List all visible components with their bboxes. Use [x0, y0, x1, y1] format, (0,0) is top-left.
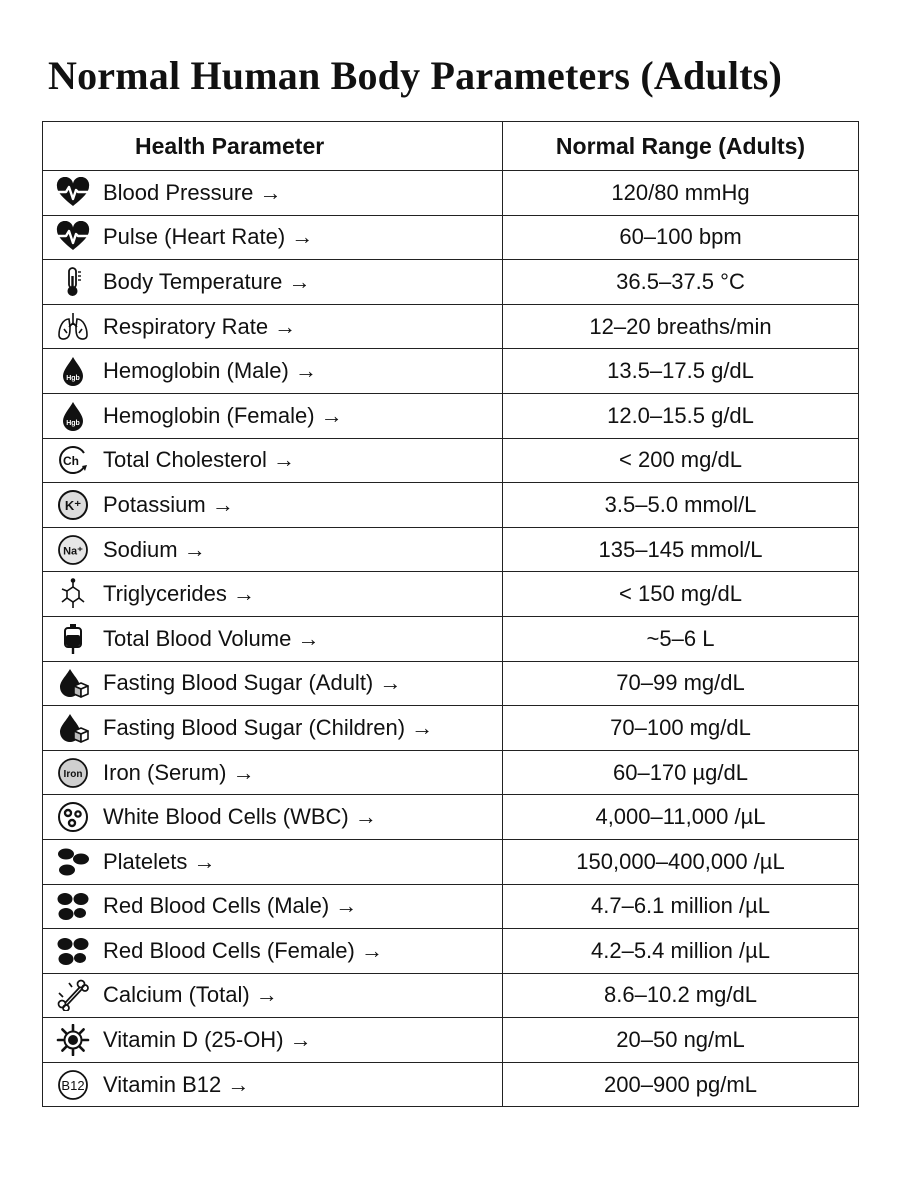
table-row — [43, 171, 859, 216]
range-value: < 200 mg/dL — [503, 438, 859, 483]
parameter-label: Triglycerides → — [103, 581, 255, 607]
table-row — [43, 929, 859, 974]
page-title: Normal Human Body Parameters (Adults) — [48, 53, 783, 98]
sugar-drop-icon — [55, 712, 91, 744]
svg-text:Hgb: Hgb — [66, 419, 80, 427]
white-cells-icon — [55, 801, 91, 833]
range-value: 60–100 bpm — [503, 215, 859, 260]
iron-icon — [55, 757, 91, 789]
parameter-cell — [43, 304, 503, 349]
range-value: 4,000–11,000 /µL — [503, 795, 859, 840]
range-value: 60–170 µg/dL — [503, 750, 859, 795]
lungs-icon — [55, 311, 91, 343]
thermometer-icon — [55, 266, 91, 298]
parameter-cell — [43, 393, 503, 438]
parameter-cell — [43, 215, 503, 260]
table-row — [43, 215, 859, 260]
range-value: 20–50 ng/mL — [503, 1018, 859, 1063]
parameter-label: Total Cholesterol → — [103, 447, 295, 473]
parameter-label: Sodium → — [103, 536, 206, 562]
table-row — [43, 483, 859, 528]
heart-pulse-icon — [55, 221, 91, 253]
parameter-label: Red Blood Cells (Female) → — [103, 937, 383, 963]
parameter-label: Vitamin D (25-OH) → — [103, 1027, 312, 1053]
header-parameter: Health Parameter — [43, 122, 503, 171]
parameter-cell — [43, 795, 503, 840]
range-value: 4.7–6.1 million /µL — [503, 884, 859, 929]
parameter-label: Calcium (Total) → — [103, 982, 278, 1008]
parameter-label: Potassium → — [103, 491, 234, 517]
header-row — [43, 122, 859, 171]
parameter-cell — [43, 929, 503, 974]
parameter-cell — [43, 750, 503, 795]
cholesterol-icon — [55, 444, 91, 476]
table-row — [43, 661, 859, 706]
parameter-cell — [43, 438, 503, 483]
table-row — [43, 1062, 859, 1107]
parameter-label: Fasting Blood Sugar (Children) → — [103, 714, 434, 740]
range-value: 36.5–37.5 °C — [503, 260, 859, 305]
table-row — [43, 973, 859, 1018]
header-range: Normal Range (Adults) — [503, 122, 859, 171]
parameter-cell — [43, 839, 503, 884]
potassium-icon — [55, 489, 91, 521]
parameter-label: Total Blood Volume → — [103, 625, 320, 651]
svg-text:Na⁺: Na⁺ — [63, 545, 83, 558]
table-row — [43, 616, 859, 661]
range-value: 4.2–5.4 million /µL — [503, 929, 859, 974]
table-row — [43, 839, 859, 884]
parameter-cell — [43, 171, 503, 216]
bone-icon — [55, 979, 91, 1011]
range-value: 12–20 breaths/min — [503, 304, 859, 349]
parameter-label: Iron (Serum) → — [103, 759, 255, 785]
parameter-cell — [43, 616, 503, 661]
range-value: 3.5–5.0 mmol/L — [503, 483, 859, 528]
parameter-label: Body Temperature → — [103, 268, 311, 294]
parameter-cell — [43, 973, 503, 1018]
parameter-cell — [43, 260, 503, 305]
sun-icon — [55, 1024, 91, 1056]
svg-text:B12: B12 — [61, 1077, 85, 1093]
parameter-label: Vitamin B12 → — [103, 1071, 250, 1097]
table-row — [43, 706, 859, 751]
table-row — [43, 884, 859, 929]
parameter-label: Pulse (Heart Rate) → — [103, 224, 314, 250]
blood-drop-icon — [55, 355, 91, 387]
range-value: < 150 mg/dL — [503, 572, 859, 617]
parameter-label: Hemoglobin (Female) → — [103, 402, 343, 428]
range-value: ~5–6 L — [503, 616, 859, 661]
red-cells-icon — [55, 890, 91, 922]
table-row — [43, 349, 859, 394]
parameter-label: Fasting Blood Sugar (Adult) → — [103, 670, 402, 696]
parameter-cell — [43, 1018, 503, 1063]
svg-text:Ch: Ch — [63, 454, 79, 469]
parameter-cell — [43, 884, 503, 929]
table-row — [43, 393, 859, 438]
platelets-icon — [55, 846, 91, 878]
parameter-label: Respiratory Rate → — [103, 313, 297, 339]
table-row — [43, 304, 859, 349]
parameter-cell — [43, 572, 503, 617]
parameter-cell — [43, 349, 503, 394]
parameter-label: Red Blood Cells (Male) → — [103, 893, 358, 919]
heart-pulse-icon — [55, 177, 91, 209]
svg-text:K⁺: K⁺ — [64, 497, 82, 513]
range-value: 8.6–10.2 mg/dL — [503, 973, 859, 1018]
range-value: 70–100 mg/dL — [503, 706, 859, 751]
svg-text:Hgb: Hgb — [66, 375, 80, 383]
blood-drop-icon — [55, 400, 91, 432]
range-value: 200–900 pg/mL — [503, 1062, 859, 1107]
range-value: 135–145 mmol/L — [503, 527, 859, 572]
red-cells-icon — [55, 935, 91, 967]
range-value: 70–99 mg/dL — [503, 661, 859, 706]
sugar-drop-icon — [55, 667, 91, 699]
parameter-cell — [43, 661, 503, 706]
blood-bag-icon — [55, 623, 91, 655]
parameter-cell — [43, 527, 503, 572]
table-row — [43, 438, 859, 483]
table-row — [43, 750, 859, 795]
sodium-icon — [55, 534, 91, 566]
table-row — [43, 527, 859, 572]
parameter-label: White Blood Cells (WBC) → — [103, 804, 377, 830]
range-value: 12.0–15.5 g/dL — [503, 393, 859, 438]
svg-text:Iron: Iron — [63, 768, 83, 780]
parameter-cell — [43, 1062, 503, 1107]
molecule-icon — [55, 578, 91, 610]
range-value: 120/80 mmHg — [503, 171, 859, 216]
table-row — [43, 795, 859, 840]
table-row — [43, 260, 859, 305]
parameter-cell — [43, 483, 503, 528]
parameter-cell — [43, 706, 503, 751]
parameter-label: Blood Pressure → — [103, 179, 282, 205]
parameter-label: Hemoglobin (Male) → — [103, 358, 317, 384]
table-row — [43, 572, 859, 617]
parameter-label: Platelets → — [103, 848, 216, 874]
table-row — [43, 1018, 859, 1063]
range-value: 13.5–17.5 g/dL — [503, 349, 859, 394]
parameters-table — [42, 121, 859, 1107]
range-value: 150,000–400,000 /µL — [503, 839, 859, 884]
b12-icon — [55, 1069, 91, 1101]
